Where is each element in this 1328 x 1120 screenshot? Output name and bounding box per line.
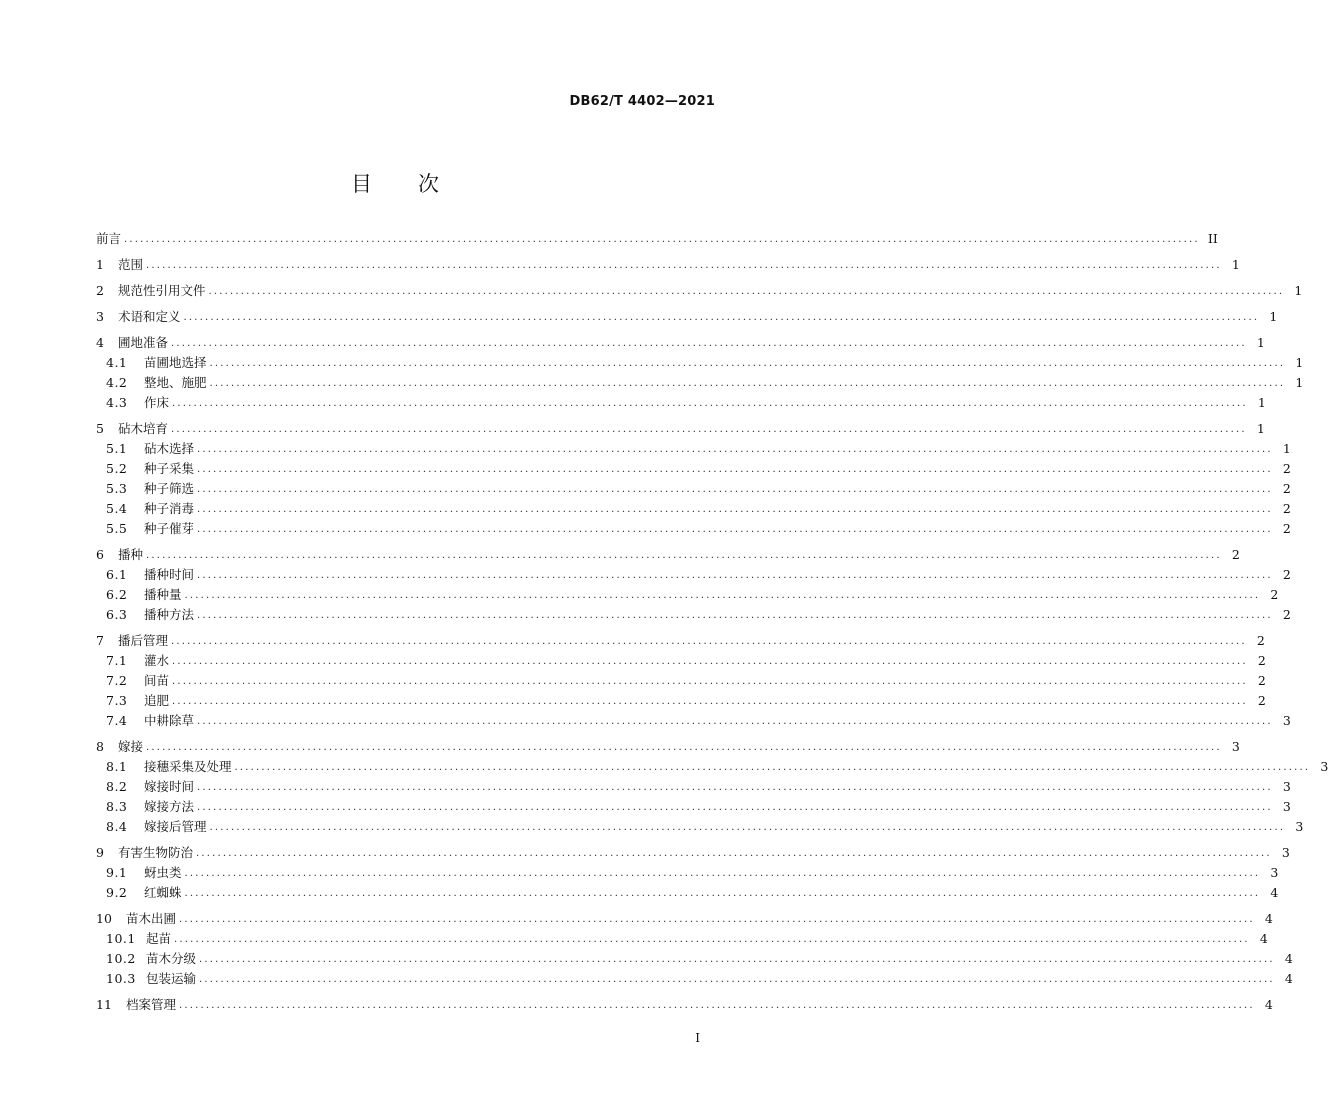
toc-leader-dots: ........................................................................................................................................................................................................ [172, 398, 1248, 409]
toc-leader-dots: ........................................................................................................................................................................................................ [199, 954, 1275, 965]
toc-entry[interactable] [96, 777, 1291, 797]
toc-entry-number: 7.1 [106, 653, 128, 668]
toc-leader-dots: ........................................................................................................................................................................................................ [184, 868, 1261, 879]
toc-entry-page: 3 [1320, 759, 1328, 774]
toc-entry-label: 嫁接后管理 [144, 819, 207, 834]
toc-entry[interactable] [96, 671, 1266, 691]
toc-entry-label: 前言 [96, 231, 122, 246]
toc-entry-label: 中耕除草 [144, 713, 195, 728]
toc-entry[interactable] [96, 863, 1279, 883]
toc-entry-page: 3 [1295, 819, 1304, 834]
toc-entry[interactable] [96, 909, 1273, 929]
toc-leader-dots: ........................................................................................................................................................................................................ [197, 610, 1273, 621]
toc-leader-dots: ........................................................................................................................................................................................................ [179, 1000, 1255, 1011]
toc-entry-number: 10 [96, 911, 112, 926]
toc-entry-number: 10.1 [106, 931, 136, 946]
toc-leader-dots: ........................................................................................................................................................................................................ [197, 716, 1273, 727]
toc-entry-number: 5.1 [106, 441, 128, 456]
toc-leader-dots: ........................................................................................................................................................................................................ [197, 802, 1273, 813]
toc-entry-label: 圃地准备 [118, 335, 169, 350]
toc-leader-dots: ........................................................................................................................................................................................................ [184, 888, 1261, 899]
toc-entry[interactable] [96, 333, 1265, 353]
toc-entry-label: 砧木选择 [144, 441, 195, 456]
toc-leader-dots: ........................................................................................................................................................................................................ [172, 676, 1248, 687]
toc-entry-page: 1 [1256, 421, 1265, 436]
toc-entry-number: 5 [96, 421, 104, 436]
toc-entry[interactable] [96, 307, 1278, 327]
toc-entry-page: 4 [1264, 911, 1273, 926]
toc-leader-dots: ........................................................................................................................................................................................................ [172, 696, 1248, 707]
toc-leader-dots: ........................................................................................................................................................................................................ [183, 312, 1260, 323]
table-of-contents [96, 229, 1328, 1015]
toc-leader-dots: ........................................................................................................................................................................................................ [209, 378, 1286, 389]
toc-entry-label: 苗木出圃 [126, 911, 177, 926]
toc-leader-dots: ........................................................................................................................................................................................................ [146, 260, 1222, 271]
toc-entry-number: 5.5 [106, 521, 128, 536]
toc-leader-dots: ........................................................................................................................................................................................................ [197, 524, 1273, 535]
toc-entry-label: 播种时间 [144, 567, 195, 582]
toc-entry-number: 5.3 [106, 481, 128, 496]
toc-entry-label: 间苗 [144, 673, 170, 688]
toc-leader-dots: ........................................................................................................................................................................................................ [174, 934, 1250, 945]
toc-entry-label: 术语和定义 [118, 309, 181, 324]
toc-leader-dots: ........................................................................................................................................................................................................ [146, 742, 1222, 753]
toc-entry-label: 嫁接 [118, 739, 144, 754]
toc-entry[interactable] [96, 499, 1291, 519]
toc-entry-label: 接穗采集及处理 [144, 759, 232, 774]
toc-leader-dots: ........................................................................................................................................................................................................ [197, 782, 1273, 793]
toc-entry-page: 2 [1282, 501, 1291, 516]
footer-page-number: I [695, 1031, 700, 1045]
toc-entry-label: 播种量 [144, 587, 182, 602]
toc-entry-number: 6 [96, 547, 104, 562]
toc-entry-label: 红蜘蛛 [144, 885, 182, 900]
toc-entry-number: 8 [96, 739, 104, 754]
toc-entry[interactable] [96, 969, 1293, 989]
toc-leader-dots: ........................................................................................................................................................................................................ [197, 464, 1273, 475]
toc-entry[interactable] [96, 519, 1291, 539]
toc-entry[interactable] [96, 419, 1265, 439]
toc-entry[interactable] [96, 373, 1304, 393]
toc-entry[interactable] [96, 459, 1291, 479]
toc-entry-page: 3 [1282, 779, 1291, 794]
toc-entry-label: 范围 [118, 257, 144, 272]
toc-entry-label: 砧木培育 [118, 421, 169, 436]
toc-leader-dots: ........................................................................................................................................................................................................ [197, 570, 1273, 581]
toc-entry-label: 档案管理 [126, 997, 177, 1012]
toc-leader-dots: ........................................................................................................................................................................................................ [197, 444, 1273, 455]
toc-entry-number: 7.4 [106, 713, 128, 728]
toc-entry[interactable] [96, 949, 1293, 969]
toc-entry-number: 4 [96, 335, 104, 350]
toc-entry[interactable] [96, 817, 1304, 837]
toc-entry[interactable] [96, 545, 1240, 565]
toc-entry-page: II [1207, 231, 1218, 246]
toc-entry[interactable] [96, 439, 1291, 459]
toc-entry-label: 包装运输 [146, 971, 197, 986]
toc-entry-page: 2 [1256, 633, 1265, 648]
toc-entry[interactable] [96, 737, 1240, 757]
toc-leader-dots: ........................................................................................................................................................................................................ [179, 914, 1255, 925]
toc-leader-dots: ........................................................................................................................................................................................................ [209, 358, 1286, 369]
toc-entry-label: 蚜虫类 [144, 865, 182, 880]
toc-entry-label: 追肥 [144, 693, 170, 708]
toc-entry[interactable] [96, 393, 1266, 413]
toc-entry[interactable] [96, 353, 1304, 373]
toc-entry[interactable] [96, 757, 1328, 777]
toc-entry-page: 2 [1257, 693, 1266, 708]
toc-entry[interactable] [96, 479, 1291, 499]
toc-entry-number: 6.2 [106, 587, 128, 602]
toc-entry-label: 播后管理 [118, 633, 169, 648]
toc-entry-page: 3 [1270, 865, 1279, 880]
standard-code: DB62/T 4402—2021 [569, 94, 715, 109]
toc-entry-number: 8.4 [106, 819, 128, 834]
toc-entry-label: 播种方法 [144, 607, 195, 622]
toc-entry-label: 整地、施肥 [144, 375, 207, 390]
toc-entry-number: 9.1 [106, 865, 128, 880]
toc-entry-page: 1 [1295, 355, 1304, 370]
toc-entry-number: 3 [96, 309, 104, 324]
toc-entry-page: 1 [1295, 375, 1304, 390]
toc-entry-page: 2 [1282, 461, 1291, 476]
toc-leader-dots: ........................................................................................................................................................................................................ [197, 484, 1273, 495]
toc-leader-dots: ........................................................................................................................................................................................................ [171, 636, 1247, 647]
toc-entry-number: 1 [96, 257, 104, 272]
page-title [0, 168, 792, 198]
toc-entry-page: 3 [1282, 799, 1291, 814]
toc-entry-number: 7 [96, 633, 104, 648]
toc-entry-number: 8.3 [106, 799, 128, 814]
toc-entry-page: 4 [1264, 997, 1273, 1012]
toc-entry[interactable] [96, 883, 1279, 903]
toc-entry-label: 种子消毒 [144, 501, 195, 516]
toc-entry[interactable] [96, 651, 1266, 671]
toc-leader-dots: ........................................................................................................................................................................................................ [124, 234, 1200, 245]
toc-leader-dots: ........................................................................................................................................................................................................ [199, 974, 1275, 985]
toc-entry-number: 2 [96, 283, 104, 298]
toc-leader-dots: ........................................................................................................................................................................................................ [234, 762, 1311, 773]
toc-entry-page: 3 [1281, 845, 1290, 860]
toc-entry-label: 种子筛选 [144, 481, 195, 496]
toc-entry-page: 4 [1259, 931, 1268, 946]
toc-entry-page: 3 [1282, 713, 1291, 728]
toc-entry-label: 嫁接方法 [144, 799, 195, 814]
toc-leader-dots: ........................................................................................................................................................................................................ [172, 656, 1248, 667]
toc-entry-label: 苗圃地选择 [144, 355, 207, 370]
toc-entry-label: 种子采集 [144, 461, 195, 476]
toc-entry[interactable] [96, 691, 1266, 711]
toc-entry[interactable] [96, 605, 1291, 625]
toc-entry[interactable] [96, 711, 1291, 731]
toc-entry-number: 10.3 [106, 971, 136, 986]
toc-entry-page: 3 [1231, 739, 1240, 754]
toc-entry-number: 5.2 [106, 461, 128, 476]
toc-entry[interactable] [96, 631, 1265, 651]
toc-leader-dots: ........................................................................................................................................................................................................ [171, 338, 1247, 349]
toc-leader-dots: ........................................................................................................................................................................................................ [196, 848, 1272, 859]
toc-entry-label: 起苗 [146, 931, 172, 946]
toc-entry-label: 播种 [118, 547, 144, 562]
toc-entry-label: 苗木分级 [146, 951, 197, 966]
toc-entry-number: 6.1 [106, 567, 128, 582]
toc-entry-number: 7.2 [106, 673, 128, 688]
toc-entry-number: 8.2 [106, 779, 128, 794]
toc-entry-page: 4 [1284, 951, 1293, 966]
toc-entry-number: 7.3 [106, 693, 128, 708]
toc-entry-page: 2 [1257, 653, 1266, 668]
toc-entry[interactable] [96, 585, 1279, 605]
title-char-1: 目 [351, 172, 374, 196]
toc-leader-dots: ........................................................................................................................................................................................................ [197, 504, 1273, 515]
toc-entry-number: 8.1 [106, 759, 128, 774]
toc-entry-page: 1 [1257, 395, 1266, 410]
toc-entry-page: 1 [1256, 335, 1265, 350]
toc-entry-label: 灌水 [144, 653, 170, 668]
toc-entry-label: 种子催芽 [144, 521, 195, 536]
title-char-2: 次 [418, 172, 441, 196]
toc-leader-dots: ........................................................................................................................................................................................................ [184, 590, 1261, 601]
toc-entry-page: 2 [1270, 587, 1279, 602]
toc-leader-dots: ........................................................................................................................................................................................................ [209, 822, 1286, 833]
toc-entry-number: 6.3 [106, 607, 128, 622]
toc-entry[interactable] [96, 565, 1291, 585]
toc-entry-number: 5.4 [106, 501, 128, 516]
toc-entry[interactable] [96, 797, 1291, 817]
toc-entry-page: 1 [1269, 309, 1278, 324]
toc-entry-page: 1 [1231, 257, 1240, 272]
toc-leader-dots: ........................................................................................................................................................................................................ [146, 550, 1222, 561]
toc-entry-number: 9 [96, 845, 104, 860]
toc-entry-number: 10.2 [106, 951, 136, 966]
toc-entry[interactable] [96, 929, 1268, 949]
toc-entry-page: 2 [1282, 567, 1291, 582]
toc-entry-page: 4 [1284, 971, 1293, 986]
toc-entry-page: 1 [1282, 441, 1291, 456]
toc-entry[interactable] [96, 281, 1303, 301]
toc-entry-number: 4.2 [106, 375, 128, 390]
toc-entry[interactable] [96, 229, 1218, 249]
toc-leader-dots: ........................................................................................................................................................................................................ [208, 286, 1285, 297]
toc-entry-label: 有害生物防治 [118, 845, 194, 860]
toc-entry-page: 1 [1294, 283, 1303, 298]
toc-entry-page: 2 [1282, 481, 1291, 496]
toc-entry-number: 4.3 [106, 395, 128, 410]
toc-entry[interactable] [96, 843, 1290, 863]
toc-entry[interactable] [96, 995, 1273, 1015]
toc-entry-number: 9.2 [106, 885, 128, 900]
toc-entry-page: 2 [1257, 673, 1266, 688]
toc-entry-number: 11 [96, 997, 112, 1012]
toc-entry-label: 作床 [144, 395, 170, 410]
toc-entry-page: 4 [1270, 885, 1279, 900]
toc-entry-page: 2 [1282, 521, 1291, 536]
toc-entry-page: 2 [1282, 607, 1291, 622]
toc-entry-label: 嫁接时间 [144, 779, 195, 794]
toc-entry-number: 4.1 [106, 355, 128, 370]
toc-entry[interactable] [96, 255, 1240, 275]
toc-entry-page: 2 [1231, 547, 1240, 562]
toc-entry-label: 规范性引用文件 [118, 283, 206, 298]
toc-leader-dots: ........................................................................................................................................................................................................ [171, 424, 1247, 435]
